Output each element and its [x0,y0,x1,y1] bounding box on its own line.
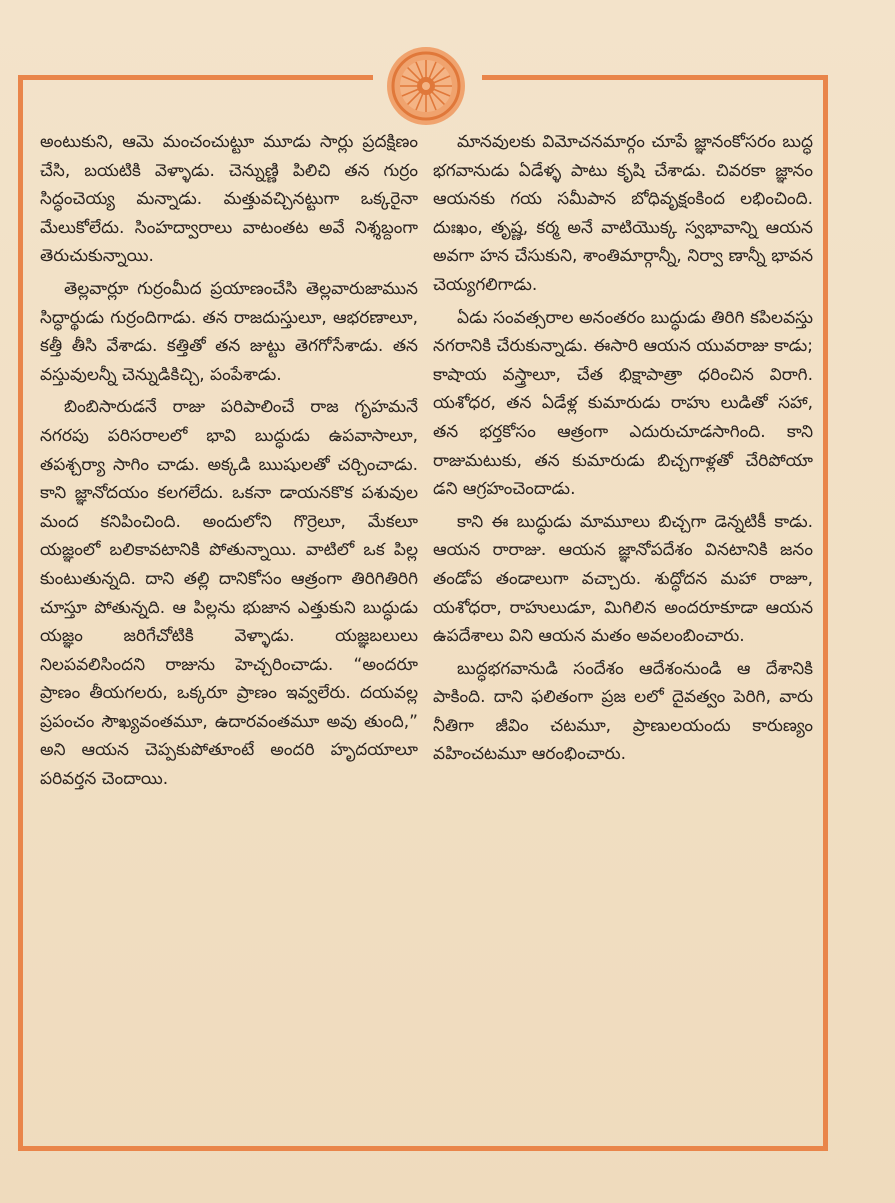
paragraph: ఏడు సంవత్సరాల అనంతరం బుద్ధుడు తిరిగి కపిలవస్తు నగరానికి చేరుకున్నాడు. ఈసారి ఆయన యువరాజు కాడు; కాషాయ వస్త్రాలూ, చేత భిక్షాపాత్రా ధరించిన విరాగి. యశోధర, తన ఏడేళ్ల కుమారుడు రాహు లుడితో సహా, తన భర్తకోసం ఆత్రంగా ఎదురుచూడసాగింది. కాని రాజుమటుకు, తన కుమారుడు బిచ్చగాళ్లతో చేరిపోయా డని ఆగ్రహంచెందాడు. [433,307,813,500]
frame-border-left [18,75,23,1151]
paragraph: బింబిసారుడనే రాజు పరిపాలించే రాజ గృహమనే నగరపు పరిసరాలలో భావి బుద్ధుడు ఉపవాసాలూ, తపశ్చర్యా సాగిం చాడు. అక్కడి ఋషులతో చర్చించాడు. కాని జ్ఞానోదయం కలగలేదు. ఒకనా డాయనకొక పశువుల మంద కనిపించింది. అందులోని గొర్రెలూ, మేకలూ యజ్ఞంలో బలికావటానికి పోతున్నాయి. వాటిలో ఒక పిల్ల కుంటుతున్నది. దాని తల్లి దానికోసం ఆత్రంగా తిరిగితిరిగి చూస్తూ పోతున్నది. ఆ పిల్లను భుజాన ఎత్తుకుని బుద్ధుడు యజ్ఞం జరిగేచోటికి వెళ్ళాడు. యజ్ఞబలులు నిలపవలిసిందని రాజును హెచ్చరించాడు. “అందరూ ప్రాణం తీయగలరు, ఒక్కరూ ప్రాణం ఇవ్వలేరు. దయవల్ల ప్రపంచం సౌఖ్యవంతమూ, ఉదారవంతమూ అవు తుంది,” అని ఆయన చెప్పకుపోతూంటే అందరి హృదయాలూ పరివర్తన చెందాయి. [40,397,418,790]
left-text-column [40,128,418,798]
dharma-wheel-icon [385,45,467,127]
right-text-column [433,128,813,773]
frame-border-top-left [18,75,373,80]
frame-border-top-right [482,75,828,80]
paragraph: తెల్లవార్లూ గుర్రంమీద ప్రయాణంచేసి తెల్లవారుజామున సిద్ధార్థుడు గుర్రందిగాడు. తన రాజదుస్తులూ, ఆభరణాలూ, కత్తీ తీసి వేశాడు. కత్తితో తన జుట్టు తెగగోసేశాడు. తన వస్తువులన్నీ చెన్నుడికిచ్చి, పంపేశాడు. [40,278,418,385]
paragraph: కాని ఈ బుద్ధుడు మామూలు బిచ్చగా డెన్నటికీ కాడు. ఆయన రారాజు. ఆయన జ్ఞానోపదేశం వినటానికి జనం తండోప తండాలుగా వచ్చారు. శుద్ధోదన మహా రాజూ, యశోధరా, రాహులుడూ, మిగిలిన అందరూకూడా ఆయన ఉపదేశాలు విని ఆయన మతం అవలంబించారు. [433,511,813,647]
paragraph: మానవులకు విమోచనమార్గం చూపే జ్ఞానంకోసరం బుద్ధ భగవానుడు ఏడేళ్ళ పాటు కృషి చేశాడు. చివరకా జ్ఞానం ఆయనకు గయ సమీపాన బోధివృక్షంకింద లభించింది. దుఃఖం, తృష్ణ, కర్మ అనే వాటియొక్క స్వభావాన్ని ఆయన అవగా హన చేసుకుని, శాంతిమార్గాన్నీ, నిర్వా ణాన్నీ భావన చెయ్యగలిగాడు. [433,132,813,295]
frame-border-bottom [18,1146,828,1151]
paragraph: అంటుకుని, ఆమె మంచంచుట్టూ మూడు సార్లు ప్రదక్షిణం చేసి, బయటికి వెళ్ళాడు. చెన్నుణ్ణి పిలిచి తన గుర్రం సిద్ధంచెయ్య మన్నాడు. మత్తువచ్చినట్టుగా ఒక్కరైనా మేలుకోలేదు. సింహద్వారాలు వాటంతట అవే నిశ్శబ్దంగా తెరుచుకున్నాయి. [40,132,418,267]
frame-border-right [823,75,828,1151]
paragraph: బుద్ధభగవానుడి సందేశం ఆదేశంనుండి ఆ దేశానికి పాకింది. దాని ఫలితంగా ప్రజ లలో దైవత్వం పెరిగి, వారు నీతిగా జీవిం చటమూ, ప్రాణులయందు కారుణ్యం వహించటమూ ఆరంభించారు. [433,658,813,765]
